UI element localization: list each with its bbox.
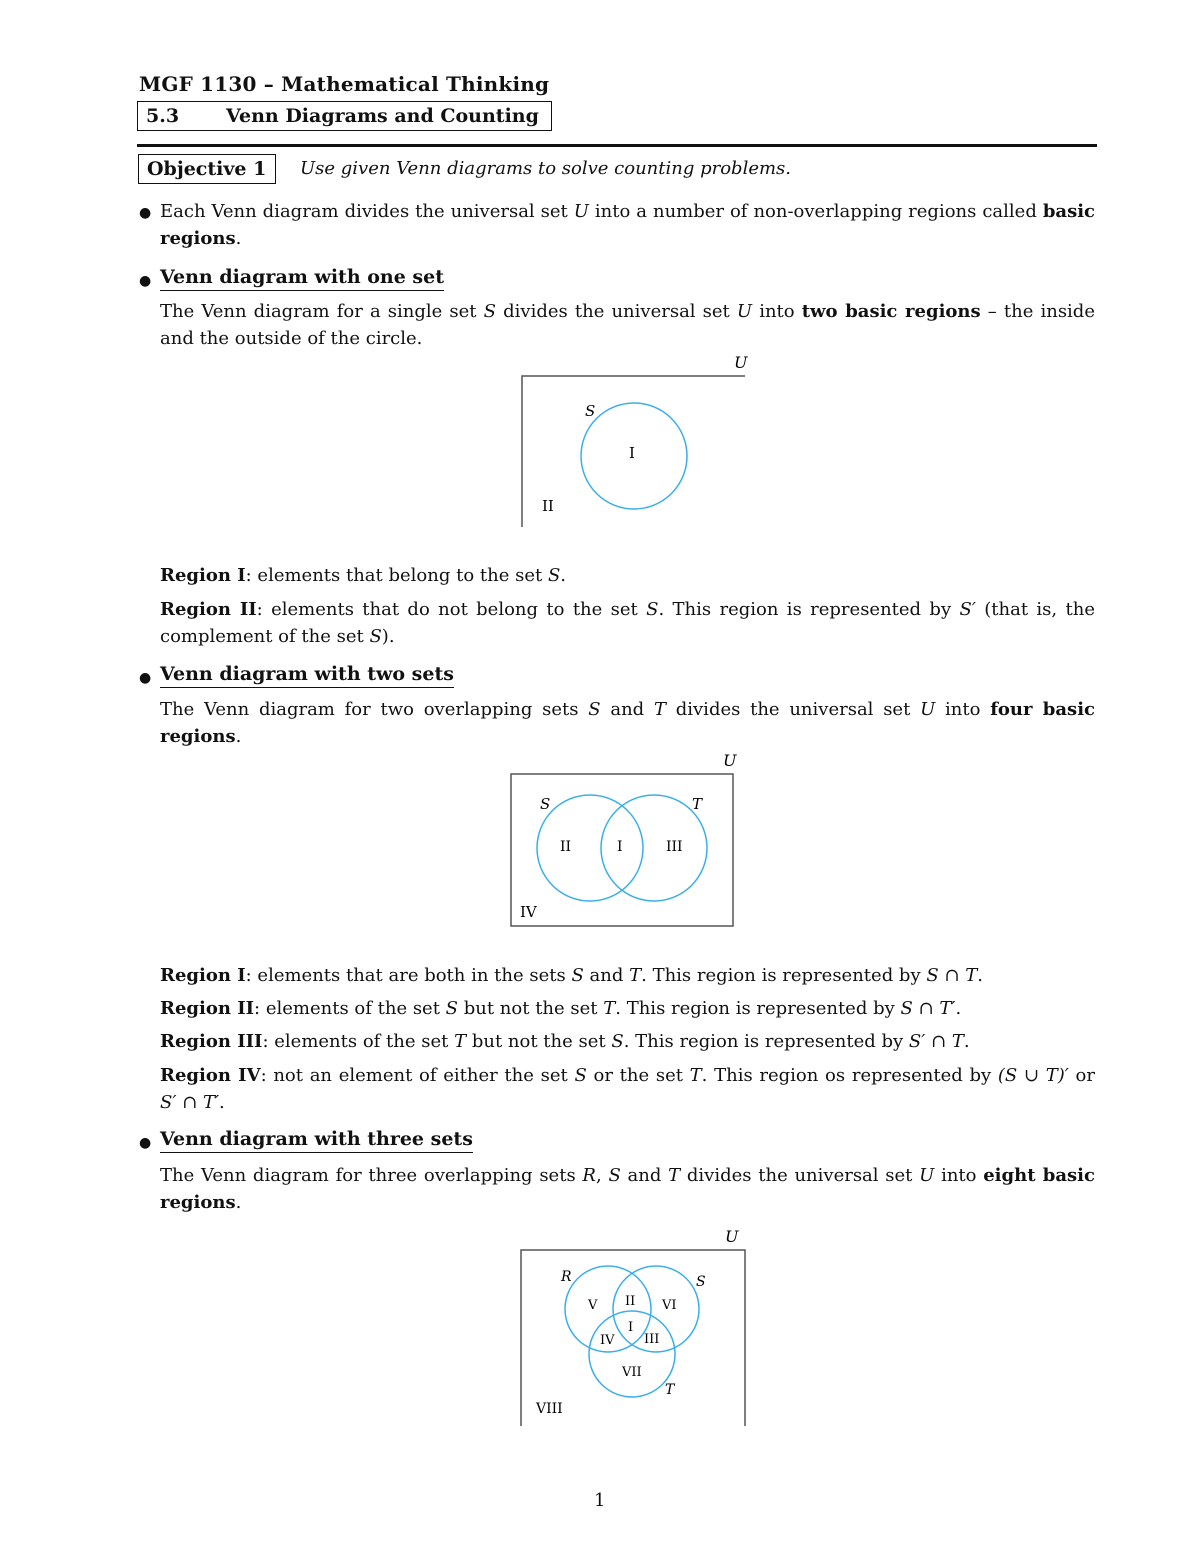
section-header-box bbox=[137, 101, 552, 131]
bullet-icon: ● bbox=[139, 205, 152, 221]
region-iv-label: IV bbox=[520, 903, 537, 921]
three-sets-heading: Venn diagram with three sets bbox=[160, 1128, 473, 1153]
one-set-description: The Venn diagram for a single set S divides the universal set U into two basic regions – the inside and the outside of the circle. bbox=[160, 301, 1095, 349]
two-sets-region-4: Region IV: not an element of either the set S or the set T. This region os represented by (S ∪ T)′ or S′ ∩ T′. bbox=[160, 1065, 1095, 1113]
set-s-circle bbox=[537, 795, 643, 901]
region-iv-label: IV bbox=[600, 1333, 615, 1348]
one-set-heading: Venn diagram with one set bbox=[160, 266, 444, 291]
region-i-label: I bbox=[628, 1320, 634, 1335]
set-t-label: T bbox=[692, 795, 703, 813]
one-set-region-2: Region II: elements that do not belong to the set S. This region is represented by S′ (that is, the complement of the set S). bbox=[160, 599, 1095, 647]
section-number: 5.3 bbox=[146, 105, 180, 127]
two-sets-region-3: Region III: elements of the set T but not the set S. This region is represented by S′ ∩ T. bbox=[160, 1031, 970, 1052]
bullet-icon: ● bbox=[139, 1135, 152, 1151]
region-ii-label: II bbox=[542, 497, 554, 515]
page-number: 1 bbox=[594, 1490, 606, 1511]
region-vi-label: VI bbox=[662, 1298, 677, 1313]
region-viii-label: VIII bbox=[536, 1401, 563, 1417]
section-title: Venn Diagrams and Counting bbox=[226, 105, 539, 127]
two-sets-description: The Venn diagram for two overlapping sets S and T divides the universal set U into four basic regions. bbox=[160, 699, 1095, 747]
set-s-label: S bbox=[585, 402, 596, 420]
three-sets-venn-diagram bbox=[510, 1224, 760, 1429]
universe-label: U bbox=[725, 1227, 739, 1246]
region-iii-label: III bbox=[666, 839, 683, 855]
two-sets-venn-diagram bbox=[500, 746, 750, 931]
header-rule bbox=[137, 144, 1097, 147]
region-iii-label: III bbox=[644, 1332, 660, 1347]
region-ii-label: II bbox=[560, 839, 572, 855]
two-sets-region-2: Region II: elements of the set S but not the set T. This region is represented by S ∩ T′. bbox=[160, 998, 962, 1019]
universe-label: U bbox=[734, 353, 748, 372]
region-i-label: I bbox=[617, 839, 623, 855]
universe-frame bbox=[521, 1250, 745, 1426]
intro-paragraph: Each Venn diagram divides the universal set U into a number of non-overlapping regions called basic regions. bbox=[160, 201, 1096, 249]
two-sets-heading: Venn diagram with two sets bbox=[160, 663, 454, 688]
set-t-label: T bbox=[665, 1382, 675, 1398]
region-ii-label: II bbox=[625, 1294, 636, 1309]
objective-text: Use given Venn diagrams to solve counting problems. bbox=[300, 158, 792, 179]
three-sets-description: The Venn diagram for three overlapping sets R, S and T divides the universal set U into eight basic regions. bbox=[160, 1165, 1095, 1213]
universe-label: U bbox=[723, 751, 737, 770]
two-sets-region-1: Region I: elements that are both in the sets S and T. This region is represented by S ∩ T. bbox=[160, 965, 983, 986]
set-r-label: R bbox=[561, 1269, 572, 1285]
set-s-label: S bbox=[696, 1274, 706, 1290]
one-set-region-1: Region I: elements that belong to the set S. bbox=[160, 565, 567, 586]
region-i-label: I bbox=[629, 444, 635, 462]
one-set-venn-diagram bbox=[510, 350, 760, 535]
course-title: MGF 1130 – Mathematical Thinking bbox=[139, 72, 550, 96]
bullet-icon: ● bbox=[139, 670, 152, 686]
bullet-icon: ● bbox=[139, 273, 152, 289]
region-vii-label: VII bbox=[622, 1365, 642, 1380]
region-v-label: V bbox=[588, 1298, 598, 1313]
objective-label: Objective 1 bbox=[138, 154, 276, 184]
set-s-label: S bbox=[540, 795, 551, 813]
